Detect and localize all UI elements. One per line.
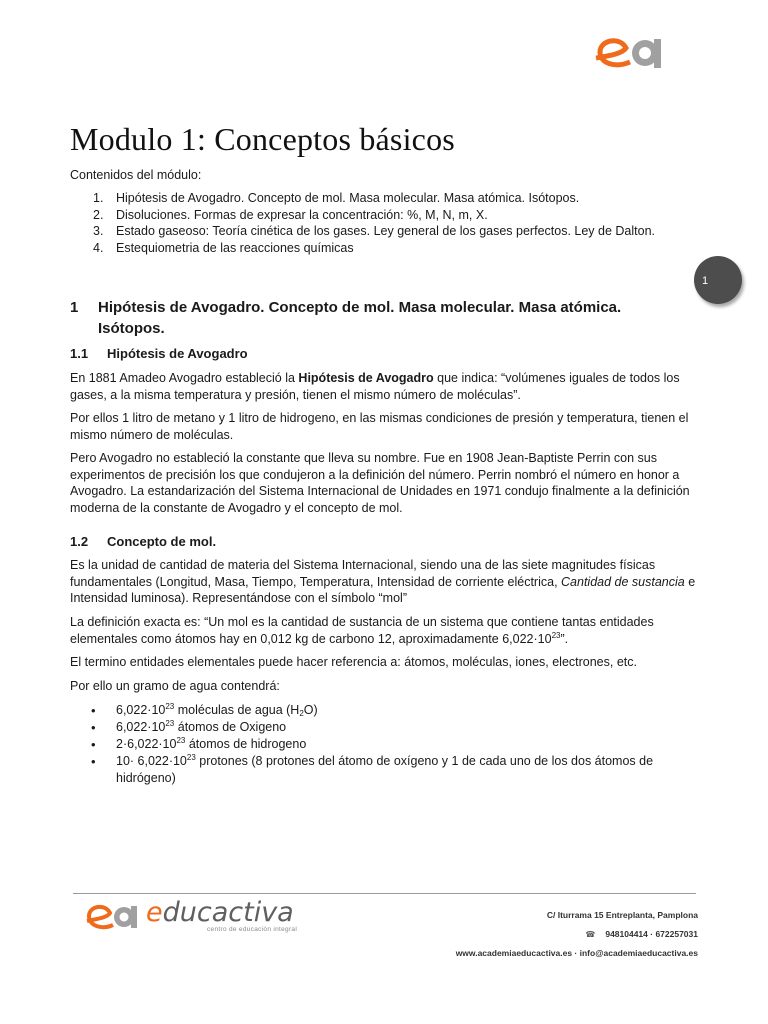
page-number: 1 bbox=[702, 275, 709, 287]
footer-phones: 948104414 · 672257031 bbox=[605, 929, 698, 939]
paragraph: La definición exacta es: “Un mol es la cantidad de sustancia de un sistema que contiene tantas entidades elementales como átomos hay en 0,012 kg de carbono 12, aproximadamente $6,022\cdot 10^{23}$”. bbox=[70, 615, 654, 646]
footer-phones-row bbox=[456, 925, 698, 944]
contents-list bbox=[70, 190, 710, 256]
footer-address: C/ Iturrama 15 Entreplanta, Pamplona bbox=[546, 910, 698, 920]
list-item: • $6,022\cdot 10^{23}$ átomos de Oxigeno bbox=[91, 719, 287, 735]
educactiva-footer-logo bbox=[84, 900, 144, 934]
section-1-heading: 1 Hipótesis de Avogadro. Concepto de mol. Masa molecular. Masa atómica. Isótopos. bbox=[70, 299, 622, 337]
footer-contact bbox=[456, 906, 698, 963]
contents-label: Contenidos del módulo: bbox=[70, 168, 202, 182]
contents-item: 3. Estado gaseoso: Teoría cinética de los gases. Ley general de los gases perfectos. Ley de Dalton. bbox=[93, 224, 655, 238]
paragraph: El termino entidades elementales puede hacer referencia a: átomos, moléculas, iones, electrones, etc. bbox=[70, 655, 637, 669]
paragraph: Por ello un gramo de agua contendrá: bbox=[70, 679, 280, 693]
list-item: • $6,022\cdot 10^{23}$ moléculas de agua $(H_2O)$ bbox=[91, 702, 318, 718]
list-item: • $10\cdot 6,022\cdot 10^{23}$ protones (8 protones del átomo de oxígeno y 1 de cada uno de los dos átomos de hidrógeno) bbox=[91, 753, 654, 785]
page-number-badge bbox=[694, 256, 742, 304]
paragraph: Pero Avogadro no estableció la constante que lleva su nombre. Fue en 1908 Jean-Baptiste Perrin con sus experimentos de precisión los que condujeron a la definición del número. Perrin nombró el número en honor a Avogadro. La estandarización del Sistema Internacional de Unidades en 1971 condujo finalmente a la definición moderna de la constante de Avogadro y el concepto de mol. bbox=[70, 451, 690, 515]
paragraph: Es la unidad de cantidad de materia del Sistema Internacional, siendo una de las siete magnitudes físicas fundamentales (Longitud, Masa, Tiempo, Temperatura, Intensidad de corriente eléctrica, Cantidad de sustancia e Intensidad luminosa). Representándose con el símbolo “mol” bbox=[70, 558, 696, 605]
section-1-1-heading: 1.1 Hipótesis de Avogadro bbox=[70, 346, 248, 361]
list-item: • $2\cdot 6,022\cdot 10^{23}$ átomos de hidrogeno bbox=[91, 736, 307, 752]
page-title: Modulo 1: Conceptos básicos bbox=[70, 121, 455, 157]
contents-item: 1. Hipótesis de Avogadro. Concepto de mol. Masa molecular. Masa atómica. Isótopos. bbox=[93, 191, 580, 205]
paragraph: Por ellos 1 litro de metano y 1 litro de hidrogeno, en las mismas condiciones de presión y temperatura, tienen el mismo número de moléculas. bbox=[70, 411, 689, 442]
educactiva-logo bbox=[592, 32, 672, 74]
paragraph: En 1881 Amadeo Avogadro estableció la Hipótesis de Avogadro que indica: “volúmenes iguales de todos los gases, a la misma temperatura y presión, tienen el mismo número de moléculas”. bbox=[70, 371, 680, 402]
footer-web[interactable]: www.academiaeducactiva.es · info@academiaeducactiva.es bbox=[455, 948, 698, 958]
phone-icon: ☎ bbox=[585, 930, 596, 939]
brand-name: educactiva bbox=[146, 897, 294, 928]
brand-tagline: centro de educación integral bbox=[207, 926, 298, 933]
contents-item: 4. Estequiometria de las reacciones químicas bbox=[93, 240, 354, 255]
bullet-list bbox=[70, 702, 700, 787]
section-1-2-heading: 1.2 Concepto de mol. bbox=[70, 534, 217, 549]
contents-item: 2. Disoluciones. Formas de expresar la concentración: %, M, N, m, X. bbox=[93, 207, 488, 222]
footer-divider bbox=[73, 893, 696, 894]
